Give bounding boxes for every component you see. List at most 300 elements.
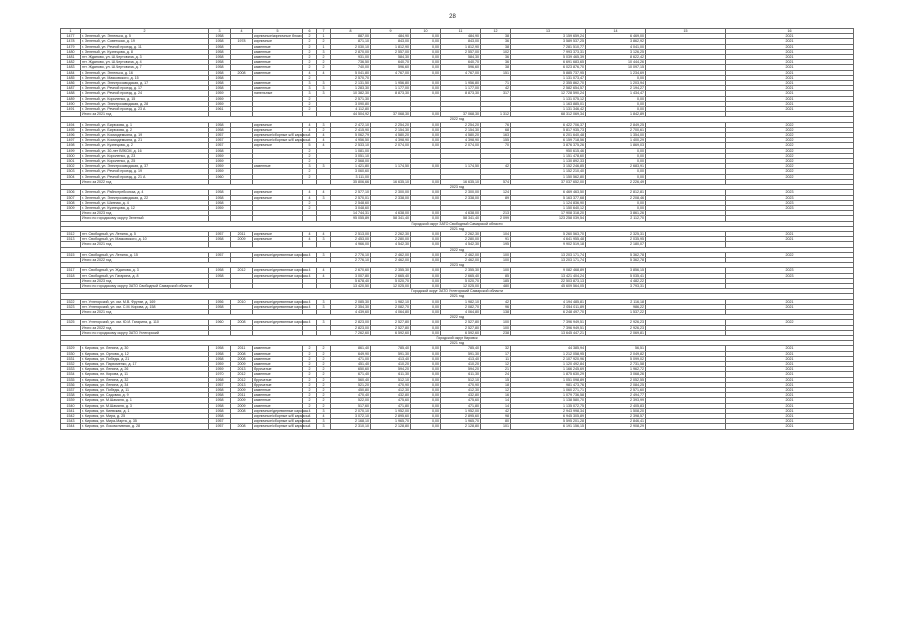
table-cell: г. Зеленый, ул. Бирюзова, д. 2 — [81, 127, 209, 132]
table-cell: г. Зеленый, ул. Райпотребсоюза, д. 4 — [81, 190, 209, 195]
table-cell: 2 812,81 — [586, 190, 646, 195]
table-cell: 0,00 — [586, 107, 646, 112]
column-number-cell: 16 — [726, 29, 854, 34]
table-cell: г. Кировск, ул. М.Шамиля, д. 3 — [81, 403, 209, 408]
table-cell: 2 462,00 — [371, 252, 411, 257]
table-cell: 2 557,00 — [371, 49, 411, 54]
table-cell: 1504 — [61, 174, 81, 179]
table-cell: 317 — [481, 91, 511, 96]
table-cell: 2 — [303, 169, 317, 174]
column-number-cell: 13 — [511, 29, 586, 34]
table-cell: 2 926,23 — [586, 325, 646, 330]
table-cell: 6 592,60 — [371, 330, 411, 335]
table-cell: 3 — [317, 252, 331, 257]
table-cell: 2010 — [231, 299, 253, 304]
table-cell: 37 068,30 — [441, 112, 481, 117]
table-cell: 1 400,29 — [586, 138, 646, 143]
table-cell: 3 862,92 — [586, 39, 646, 44]
table-cell: 0,00 — [411, 330, 441, 335]
table-cell: г. Кировск, пл. Кирова, д. 11 — [81, 372, 209, 377]
table-cell: 1 152 210,40 — [511, 169, 586, 174]
table-cell: 2 — [303, 60, 317, 65]
table-cell: 13 420,50 — [331, 283, 371, 288]
table-cell: каменные — [253, 164, 303, 169]
table-cell: 410,20 — [441, 362, 481, 367]
table-cell: 2 355,30 — [441, 268, 481, 273]
table-cell: 1532 — [61, 362, 81, 367]
table-cell: 2 — [303, 388, 317, 393]
table-cell: 4 — [317, 273, 331, 278]
table-cell: 2022 — [726, 169, 854, 174]
table-cell: 2021 — [726, 382, 854, 387]
table-cell: 2 070,10 — [331, 408, 371, 413]
table-cell: 1539 — [61, 398, 81, 403]
table-cell: 1957 — [209, 382, 231, 387]
table-cell: 1 — [317, 44, 331, 49]
table-cell: 2 — [317, 377, 331, 382]
table-cell: 2021 — [726, 419, 854, 424]
table-cell: 5 035,41 — [586, 273, 646, 278]
table-cell: 68 — [481, 127, 511, 132]
table-cell: 1 952,00 — [441, 408, 481, 413]
table-cell: 2 054 011,89 — [511, 304, 586, 309]
table-cell: 6 023 876,70 — [511, 65, 586, 70]
table-cell: 4 — [303, 424, 317, 429]
table-cell: 2 168,10 — [331, 419, 371, 424]
table-cell: 2 — [303, 403, 317, 408]
table-cell: 2021 — [726, 388, 854, 393]
table-cell: г. Зеленый, ул. Речной проезд, д. 19 — [81, 169, 209, 174]
table-cell: 100 — [481, 257, 511, 262]
table-cell: 2 — [317, 372, 331, 377]
table-cell: 7 281 510,77 — [511, 44, 586, 49]
table-cell: 6 201 640,48 — [511, 133, 586, 138]
table-cell: 0,00 — [411, 320, 441, 325]
table-cell: 0,00 — [411, 419, 441, 424]
table-cell: 1534 — [61, 372, 81, 377]
table-cell: 2 415,90 — [331, 127, 371, 132]
table-cell: 0,00 — [411, 414, 441, 419]
table-cell: пгт. Свободный, ул. Жданова, д. 3 — [81, 268, 209, 273]
table-cell: 1 812,90 — [441, 44, 481, 49]
table-cell: 0,00 — [411, 377, 441, 382]
table-cell: 2021 — [726, 65, 854, 70]
table-cell: 2021 — [726, 304, 854, 309]
table-cell: 3 — [317, 299, 331, 304]
table-cell: 3 068,26 — [586, 372, 646, 377]
table-cell: 1507 — [61, 195, 81, 200]
table-cell: 2 355 862,70 — [511, 81, 586, 86]
table-cell: г. Зеленый, ул. Речной проезд, д. 24 — [81, 91, 209, 96]
table-cell: 4 966,00 — [331, 242, 371, 247]
table-cell: 1958 — [209, 70, 231, 75]
table-cell: 2 — [303, 372, 317, 377]
table-cell: 475,60 — [441, 398, 481, 403]
table-cell: 1958 — [209, 190, 231, 195]
table-cell: 35 806,66 — [331, 179, 371, 184]
table-cell: 596,60 — [441, 65, 481, 70]
table-cell: брусчатые — [253, 377, 303, 382]
table-cell: г. Кировск, ул. Мира, д. 25 — [81, 414, 209, 419]
table-cell: 1 150 640,12 — [511, 205, 586, 210]
table-cell: 4 — [303, 268, 317, 273]
table-cell: 4 542,30 — [371, 242, 411, 247]
table-cell: г. Кировск, ул. Садовая, д. 9 — [81, 393, 209, 398]
table-cell: 484,90 — [441, 34, 481, 39]
table-cell: 3 876 375,26 — [511, 143, 586, 148]
table-cell: 2 — [303, 205, 317, 210]
table-cell: 32 — [481, 346, 511, 351]
table-cell: 432,80 — [441, 393, 481, 398]
table-cell: 1508 — [61, 200, 81, 205]
table-cell: 2 — [317, 367, 331, 372]
table-cell: г. Зеленый, ул. Энгельса, д. 5 — [81, 34, 209, 39]
table-cell: 1958 — [209, 408, 231, 413]
table-cell: г. Кировск, ул. Ленина, д. 26 — [81, 367, 209, 372]
table-cell: 4 — [303, 237, 317, 242]
table-cell: Итого по городскому округу ЗАТО Углегорский — [81, 330, 209, 335]
table-cell: 1501 — [61, 159, 81, 164]
table-cell: 2 398,57 — [586, 414, 646, 419]
table-cell: 931,00 — [331, 55, 371, 60]
table-cell: 4 — [317, 138, 331, 143]
table-cell: 1 131 346,42 — [511, 107, 586, 112]
table-cell: 16 635,10 — [441, 179, 481, 184]
table-cell: 471,80 — [371, 403, 411, 408]
table-cell: 1958 — [209, 65, 231, 70]
table-cell: 0,00 — [411, 362, 441, 367]
table-cell: 1961 — [209, 107, 231, 112]
table-cell: 2 338,00 — [441, 195, 481, 200]
table-cell: 0,00 — [411, 356, 441, 361]
table-cell: 1 875 630,29 — [511, 372, 586, 377]
table-cell: 2021 — [726, 408, 854, 413]
table-cell: 2013 — [231, 367, 253, 372]
table-cell: 1959 — [209, 96, 231, 101]
table-cell: 0,00 — [586, 205, 646, 210]
table-cell: Итого по городскому округу Зеленый — [81, 216, 209, 221]
table-cell: 1 869,03 — [586, 143, 646, 148]
table-cell: 1 174,50 — [441, 164, 481, 169]
table-cell: 96 — [481, 304, 511, 309]
table-cell: 2 570,01 — [331, 195, 371, 200]
table-cell: 736,50 — [331, 60, 371, 65]
table-cell: 1958 — [209, 414, 231, 419]
table-cell: 517,60 — [331, 403, 371, 408]
table-cell: 13 421 404,24 — [511, 273, 586, 278]
table-cell: 413,40 — [441, 356, 481, 361]
table-cell: 1500 — [61, 153, 81, 158]
table-cell: 1506 — [61, 190, 81, 195]
table-cell: г. Зеленый, ул. Электрозаводская, д. 28 — [81, 101, 209, 106]
table-cell: 740,00 — [331, 65, 371, 70]
table-cell: 611,30 — [441, 372, 481, 377]
table-cell: кирпичные/деревянные каркасы — [254, 299, 309, 304]
table-cell: 2 084,25 — [586, 382, 646, 387]
table-cell: 3 — [317, 164, 331, 169]
table-cell: 16 635,10 — [371, 179, 411, 184]
table-cell: 0,00 — [411, 195, 441, 200]
table-cell: пгт. Свободный, ул. Маяковского, д. 10 — [81, 237, 209, 242]
table-cell: 0,00 — [411, 179, 441, 184]
table-cell: 2 128,80 — [371, 424, 411, 429]
column-number-cell: 4 — [231, 29, 253, 34]
table-cell: 0,00 — [411, 164, 441, 169]
table-cell: 4 — [303, 231, 317, 236]
section-header-cell: 2021 год — [61, 226, 854, 231]
table-cell: 2 — [303, 356, 317, 361]
table-cell: Итого за 2021 год — [81, 242, 209, 247]
table-cell: г. Зеленый, ул. Речной проезд, д. 11 — [81, 44, 209, 49]
table-cell: 2 568,00 — [331, 159, 371, 164]
table-cell: 0,00 — [411, 231, 441, 236]
table-cell: 1 234,69 — [586, 70, 646, 75]
table-cell: 1958 — [209, 351, 231, 356]
table-cell: 36 — [481, 60, 511, 65]
table-cell: 4 — [303, 70, 317, 75]
table-cell: 0,00 — [411, 351, 441, 356]
table-cell: 1957 — [209, 138, 231, 143]
table-cell: 37 068,30 — [371, 112, 411, 117]
table-cell: 2008 — [231, 424, 253, 429]
table-cell: 22 503 873,13 — [511, 278, 586, 283]
table-cell: 0,00 — [411, 268, 441, 273]
table-cell: 1529 — [61, 346, 81, 351]
table-cell: 1 354,00 — [586, 133, 646, 138]
table-cell: 5 039 465,39 — [511, 55, 586, 60]
table-cell: г. Кировск, ул. Мира-Марта, д. 35 — [81, 419, 209, 424]
table-cell: 5 099,02 — [586, 356, 646, 361]
table-cell: 89 — [481, 195, 511, 200]
table-cell: кирпичные — [253, 127, 303, 132]
section-header-cell: 2023 год — [61, 185, 854, 190]
table-cell: 0,00 — [411, 133, 441, 138]
table-cell: 0,00 — [411, 408, 441, 413]
section-header-cell: 2021 год — [61, 341, 854, 346]
table-cell: 2 823,00 — [331, 320, 371, 325]
table-cell: 4 — [303, 273, 317, 278]
table-cell: 0,00 — [411, 309, 441, 314]
table-cell: 2 — [303, 174, 317, 179]
table-cell: 4 641 955,48 — [511, 237, 586, 242]
table-cell: 3 589 537,25 — [511, 39, 586, 44]
table-cell: 887,00 — [331, 34, 371, 39]
table-cell: пгт. Жданово, ул. Ш.Чертовича, д. 4 — [81, 60, 209, 65]
column-number-cell: 5 — [253, 29, 303, 34]
table-cell: 2021 — [726, 237, 854, 242]
table-cell: 2 — [317, 398, 331, 403]
table-cell: 2 — [317, 388, 331, 393]
table-cell: 594,20 — [371, 367, 411, 372]
table-cell: 3 159 659,24 — [511, 34, 586, 39]
table-cell: 0,00 — [411, 143, 441, 148]
table-cell: 4 041,00 — [586, 44, 646, 49]
table-cell: каменные — [253, 356, 303, 361]
table-cell: 2 325,31 — [586, 231, 646, 236]
table-cell: 2 254,20 — [441, 122, 481, 127]
table-cell: 1 956,80 — [441, 81, 481, 86]
table-cell: 2021 — [726, 356, 854, 361]
table-cell: 1 537,22 — [586, 309, 646, 314]
table-cell: г. Зеленый, ул. Речной проезд, д. 17 — [81, 86, 209, 91]
table-cell: 15 — [481, 377, 511, 382]
table-cell: 1523 — [61, 304, 81, 309]
table-cell: 0,00 — [411, 424, 441, 429]
table-cell: 7 993 373,31 — [511, 49, 586, 54]
table-cell: 6 945 305,89 — [511, 414, 586, 419]
table-cell: 9 902 519,18 — [511, 242, 586, 247]
table-cell: 1959 — [209, 169, 231, 174]
table-cell: 1958 — [209, 268, 231, 273]
table-cell: 6 191 156,15 — [511, 424, 586, 429]
table-cell: каменные — [253, 81, 303, 86]
table-cell: 1959 — [209, 91, 231, 96]
table-cell: 2021 — [726, 393, 854, 398]
table-cell: 0,00 — [411, 39, 441, 44]
table-cell: 12 728 590,24 — [511, 91, 586, 96]
table-cell: каменные — [253, 65, 303, 70]
table-cell: 2 — [303, 55, 317, 60]
table-cell: 6 691 683,65 — [511, 60, 586, 65]
table-cell: 1509 — [61, 205, 81, 210]
table-cell: 2009 — [231, 237, 253, 242]
table-cell: 2023 — [726, 205, 854, 210]
table-cell: 2 128,80 — [441, 424, 481, 429]
table-cell: 0,00 — [411, 283, 441, 288]
table-cell: 2 943 998,34 — [511, 408, 586, 413]
table-cell: 2 338,00 — [371, 195, 411, 200]
table-cell: 0,00 — [411, 278, 441, 283]
table-cell: 2 — [317, 55, 331, 60]
table-cell: 1958 — [209, 81, 231, 86]
table-cell: 1518 — [61, 273, 81, 278]
table-cell: 24 — [481, 372, 511, 377]
table-cell: 2021 — [726, 346, 854, 351]
table-cell: 5 260 563,70 — [511, 231, 586, 236]
table-cell: 1522 — [61, 299, 81, 304]
table-cell: 1 177,00 — [371, 86, 411, 91]
table-cell: 2 310,10 — [331, 424, 371, 429]
table-cell: 861,40 — [331, 346, 371, 351]
table-cell: 2013 — [231, 382, 253, 387]
table-cell: 0,00 — [411, 237, 441, 242]
table-cell: 21 — [481, 367, 511, 372]
table-cell: 3 051,10 — [331, 153, 371, 158]
table-cell: 4 — [303, 304, 317, 309]
table-cell: 4 194 485,81 — [511, 299, 586, 304]
table-cell: 195 — [481, 242, 511, 247]
table-cell: 2 107 920,96 — [511, 356, 586, 361]
table-cell: пгт. Углегорский, ул. им. С.М. Кирова, д. 158 — [81, 304, 209, 309]
table-cell: 451,40 — [331, 362, 371, 367]
table-cell: 2 548,60 — [331, 200, 371, 205]
table-cell: г. Зеленый, ул. 30-лет ВЛКСМ, д. 16 — [81, 148, 209, 153]
table-cell: 0,00 — [411, 70, 441, 75]
table-cell: 0,00 — [586, 96, 646, 101]
table-cell: 1478 — [61, 39, 81, 44]
table-cell: 1958 — [209, 393, 231, 398]
table-cell: 0,00 — [411, 91, 441, 96]
column-number-cell: 11 — [441, 29, 481, 34]
table-cell: 2 035,95 — [586, 237, 646, 242]
table-cell: 2 926,23 — [586, 320, 646, 325]
table-cell: 2 665,40 — [371, 273, 411, 278]
table-cell: 2 300,00 — [441, 190, 481, 195]
table-cell: 76 — [481, 122, 511, 127]
section-header-cell: 2022 год — [61, 247, 854, 252]
table-cell: 1959 — [209, 205, 231, 210]
table-cell: 100 — [481, 268, 511, 273]
table-cell: 1479 — [61, 44, 81, 49]
table-cell: 432,80 — [371, 393, 411, 398]
table-cell: кирпичные/деревянные каркасы — [254, 320, 309, 325]
table-cell: 1 079 736,58 — [511, 393, 586, 398]
table-cell: 5 020,70 — [371, 278, 411, 283]
table-cell: 1512 — [61, 231, 81, 236]
section-header-cell: 2022 год — [61, 117, 854, 122]
table-cell: 2021 — [726, 81, 854, 86]
table-cell: 0,00 — [411, 398, 441, 403]
table-cell: 2022 — [726, 148, 854, 153]
table-cell: 2021 — [726, 377, 854, 382]
table-cell: 0,00 — [411, 388, 441, 393]
table-cell: 1958 — [209, 49, 231, 54]
table-cell: 1958 — [209, 86, 231, 91]
table-cell: 2 — [303, 362, 317, 367]
table-cell: 1 138 580,70 — [511, 398, 586, 403]
table-cell: 3 — [317, 81, 331, 86]
table-cell: пгт. Углегорский, ул. им. Ю.И. Гагарина, д. 110 — [81, 320, 209, 325]
table-cell: 4 — [317, 133, 331, 138]
table-cell: 843,00 — [371, 39, 411, 44]
table-cell: 1502 — [61, 164, 81, 169]
table-cell: кирпичные/деревянные каркасы — [254, 304, 309, 309]
table-cell: 2 262,30 — [371, 231, 411, 236]
table-cell: 1 135 072,75 — [511, 403, 586, 408]
table-cell: 2021 — [726, 91, 854, 96]
table-cell: 2 — [303, 49, 317, 54]
table-cell: 2009 — [231, 388, 253, 393]
table-cell: 2 069,81 — [586, 330, 646, 335]
table-cell: 5 — [303, 143, 317, 148]
table-cell: 38 — [481, 34, 511, 39]
table-cell: кирпичные — [253, 143, 303, 148]
table-cell: 1959 — [209, 164, 231, 169]
table-cell: 4 — [303, 252, 317, 257]
table-cell: 1 177,00 — [441, 86, 481, 91]
table-cell: 2021 — [726, 55, 854, 60]
table-cell: 2 — [303, 75, 317, 80]
table-cell: 1958 — [209, 403, 231, 408]
table-cell: 4 398,90 — [441, 138, 481, 143]
table-cell: 3 — [317, 320, 331, 325]
table-cell: 1958 — [209, 304, 231, 309]
table-cell: 1958 — [209, 237, 231, 242]
table-cell: 412,30 — [371, 388, 411, 393]
table-cell: 2 — [303, 351, 317, 356]
table-cell: 2009 — [231, 398, 253, 403]
table-cell: 36 — [481, 39, 511, 44]
table-cell: 2008 — [231, 351, 253, 356]
table-cell: 2 533,10 — [331, 143, 371, 148]
table-cell: 1958 — [209, 127, 231, 132]
table-cell: 671,40 — [331, 372, 371, 377]
table-cell: 14 744,31 — [331, 211, 371, 216]
table-cell: 521,20 — [331, 382, 371, 387]
table-cell: 0,00 — [411, 372, 441, 377]
table-cell: 4 — [303, 408, 317, 413]
table-cell: 1 150 562,80 — [511, 174, 586, 179]
